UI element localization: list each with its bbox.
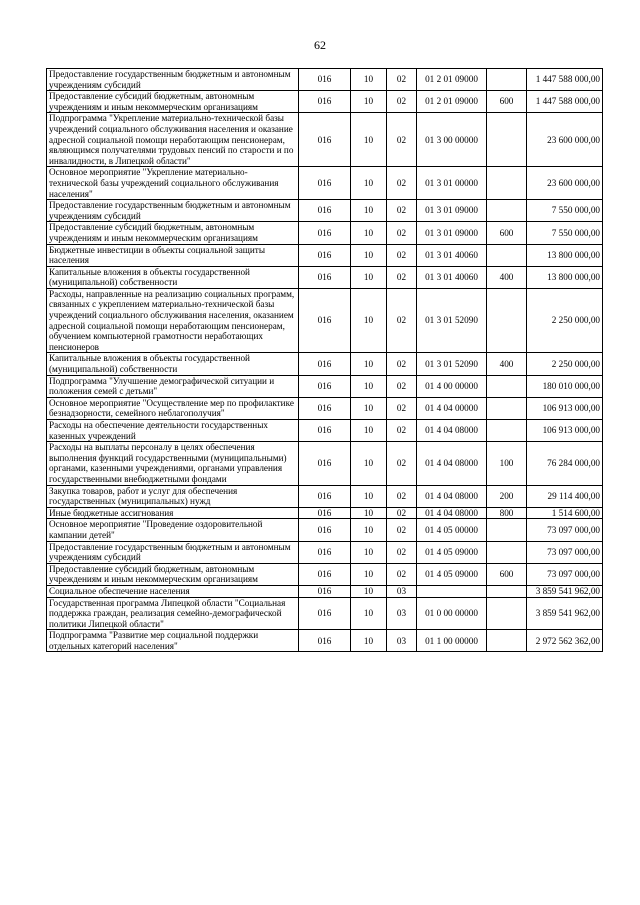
- section-code-cell: 10: [351, 563, 387, 585]
- expense-name-cell: Социальное обеспечение населения: [47, 585, 299, 597]
- subsection-code-cell: 02: [387, 397, 417, 419]
- section-code-cell: 10: [351, 91, 387, 113]
- section-code-cell: 10: [351, 519, 387, 541]
- target-article-cell: 01 3 01 40060: [417, 266, 487, 288]
- expense-type-cell: 600: [487, 563, 527, 585]
- subsection-code-cell: 02: [387, 375, 417, 397]
- expense-name-cell: Предоставление государственным бюджетным и автономным учреждениям субсидий: [47, 69, 299, 91]
- expense-type-cell: [487, 519, 527, 541]
- admin-code-cell: 016: [299, 507, 351, 519]
- table-row: [47, 375, 603, 397]
- amount-cell: 7 550 000,00: [527, 222, 603, 244]
- expense-type-cell: 600: [487, 222, 527, 244]
- amount-cell: 1 447 588 000,00: [527, 91, 603, 113]
- expense-type-cell: [487, 541, 527, 563]
- expense-type-cell: [487, 113, 527, 167]
- section-code-cell: 10: [351, 200, 387, 222]
- table-row: [47, 397, 603, 419]
- expense-name-cell: Капитальные вложения в объекты государственной (муниципальной) собственности: [47, 353, 299, 375]
- amount-cell: 2 250 000,00: [527, 353, 603, 375]
- admin-code-cell: 016: [299, 353, 351, 375]
- section-code-cell: 10: [351, 397, 387, 419]
- expense-name-cell: Капитальные вложения в объекты государственной (муниципальной) собственности: [47, 266, 299, 288]
- table-row: [47, 485, 603, 507]
- amount-cell: 73 097 000,00: [527, 519, 603, 541]
- subsection-code-cell: 02: [387, 91, 417, 113]
- expense-name-cell: Предоставление субсидий бюджетным, автономным учреждениям и иным некоммерческим организациям: [47, 563, 299, 585]
- table-row: [47, 630, 603, 652]
- expense-type-cell: [487, 585, 527, 597]
- expense-name-cell: Предоставление субсидий бюджетным, автономным учреждениям и иным некоммерческим организациям: [47, 222, 299, 244]
- target-article-cell: 01 4 04 08000: [417, 420, 487, 442]
- admin-code-cell: 016: [299, 375, 351, 397]
- expense-name-cell: Предоставление субсидий бюджетным, автономным учреждениям и иным некоммерческим организациям: [47, 91, 299, 113]
- subsection-code-cell: 02: [387, 200, 417, 222]
- target-article-cell: 01 4 05 09000: [417, 563, 487, 585]
- admin-code-cell: 016: [299, 167, 351, 200]
- expense-name-cell: Закупка товаров, работ и услуг для обеспечения государственных (муниципальных) нужд: [47, 485, 299, 507]
- table-row: [47, 69, 603, 91]
- table-row: [47, 541, 603, 563]
- section-code-cell: 10: [351, 541, 387, 563]
- expense-type-cell: 400: [487, 353, 527, 375]
- expense-name-cell: Иные бюджетные ассигнования: [47, 507, 299, 519]
- target-article-cell: 01 4 05 00000: [417, 519, 487, 541]
- expense-name-cell: Подпрограмма "Улучшение демографической ситуации и положения семей с детьми": [47, 375, 299, 397]
- admin-code-cell: 016: [299, 519, 351, 541]
- target-article-cell: 01 4 04 08000: [417, 507, 487, 519]
- expense-type-cell: [487, 167, 527, 200]
- subsection-code-cell: 02: [387, 266, 417, 288]
- target-article-cell: 01 3 00 00000: [417, 113, 487, 167]
- amount-cell: 23 600 000,00: [527, 113, 603, 167]
- target-article-cell: [417, 585, 487, 597]
- subsection-code-cell: 02: [387, 69, 417, 91]
- target-article-cell: 01 3 01 40060: [417, 244, 487, 266]
- amount-cell: 29 114 400,00: [527, 485, 603, 507]
- amount-cell: 1 514 600,00: [527, 507, 603, 519]
- subsection-code-cell: 03: [387, 585, 417, 597]
- expense-name-cell: Основное мероприятие "Осуществление мер по профилактике безнадзорности, семейного неблагополучия": [47, 397, 299, 419]
- amount-cell: 13 800 000,00: [527, 266, 603, 288]
- target-article-cell: 01 2 01 09000: [417, 91, 487, 113]
- section-code-cell: 10: [351, 485, 387, 507]
- amount-cell: 23 600 000,00: [527, 167, 603, 200]
- admin-code-cell: 016: [299, 222, 351, 244]
- subsection-code-cell: 02: [387, 167, 417, 200]
- expense-type-cell: 200: [487, 485, 527, 507]
- expense-name-cell: Предоставление государственным бюджетным и автономным учреждениям субсидий: [47, 200, 299, 222]
- expense-type-cell: 100: [487, 442, 527, 485]
- amount-cell: 106 913 000,00: [527, 397, 603, 419]
- table-row: [47, 222, 603, 244]
- section-code-cell: 10: [351, 585, 387, 597]
- expense-name-cell: Расходы на выплаты персоналу в целях обеспечения выполнения функций государственными (муниципальными) органами, казенными учреждениями, органами управления государственными внебюджетными фондами: [47, 442, 299, 485]
- section-code-cell: 10: [351, 244, 387, 266]
- target-article-cell: 01 4 00 00000: [417, 375, 487, 397]
- expense-type-cell: [487, 288, 527, 353]
- target-article-cell: 01 4 04 08000: [417, 485, 487, 507]
- subsection-code-cell: 03: [387, 630, 417, 652]
- subsection-code-cell: 02: [387, 485, 417, 507]
- target-article-cell: 01 4 05 09000: [417, 541, 487, 563]
- expense-type-cell: [487, 597, 527, 630]
- admin-code-cell: 016: [299, 563, 351, 585]
- admin-code-cell: 016: [299, 442, 351, 485]
- section-code-cell: 10: [351, 353, 387, 375]
- target-article-cell: 01 1 00 00000: [417, 630, 487, 652]
- amount-cell: 1 447 588 000,00: [527, 69, 603, 91]
- subsection-code-cell: 02: [387, 222, 417, 244]
- table-row: [47, 519, 603, 541]
- page-number: 62: [314, 38, 326, 52]
- amount-cell: 106 913 000,00: [527, 420, 603, 442]
- section-code-cell: 10: [351, 113, 387, 167]
- expense-name-cell: Основное мероприятие "Укрепление материально-технической базы учреждений социального обслуживания населения": [47, 167, 299, 200]
- section-code-cell: 10: [351, 442, 387, 485]
- expense-name-cell: Бюджетные инвестиции в объекты социальной защиты населения: [47, 244, 299, 266]
- admin-code-cell: 016: [299, 420, 351, 442]
- expense-type-cell: [487, 420, 527, 442]
- admin-code-cell: 016: [299, 485, 351, 507]
- amount-cell: 3 859 541 962,00: [527, 597, 603, 630]
- section-code-cell: 10: [351, 266, 387, 288]
- amount-cell: 2 972 562 362,00: [527, 630, 603, 652]
- table-row: [47, 244, 603, 266]
- table-row: [47, 288, 603, 353]
- section-code-cell: 10: [351, 288, 387, 353]
- target-article-cell: 01 4 04 00000: [417, 397, 487, 419]
- table-row: [47, 200, 603, 222]
- amount-cell: 73 097 000,00: [527, 563, 603, 585]
- table-row: [47, 507, 603, 519]
- subsection-code-cell: 02: [387, 420, 417, 442]
- expense-name-cell: Предоставление государственным бюджетным и автономным учреждениям субсидий: [47, 541, 299, 563]
- admin-code-cell: 016: [299, 266, 351, 288]
- section-code-cell: 10: [351, 420, 387, 442]
- table-row: [47, 113, 603, 167]
- expense-type-cell: 600: [487, 91, 527, 113]
- target-article-cell: 01 0 00 00000: [417, 597, 487, 630]
- table-row: [47, 563, 603, 585]
- expense-type-cell: [487, 244, 527, 266]
- expense-name-cell: Государственная программа Липецкой области "Социальная поддержка граждан, реализация семейно-демографической политики Липецкой области": [47, 597, 299, 630]
- target-article-cell: 01 3 01 00000: [417, 167, 487, 200]
- subsection-code-cell: 02: [387, 288, 417, 353]
- expense-name-cell: Подпрограмма "Развитие мер социальной поддержки отдельных категорий населения": [47, 630, 299, 652]
- admin-code-cell: 016: [299, 200, 351, 222]
- amount-cell: 13 800 000,00: [527, 244, 603, 266]
- target-article-cell: 01 3 01 09000: [417, 200, 487, 222]
- amount-cell: 73 097 000,00: [527, 541, 603, 563]
- subsection-code-cell: 02: [387, 113, 417, 167]
- table-row: [47, 442, 603, 485]
- admin-code-cell: 016: [299, 541, 351, 563]
- amount-cell: 76 284 000,00: [527, 442, 603, 485]
- expense-name-cell: Расходы, направленные на реализацию социальных программ, связанных с укреплением материально-технической базы учреждений социального обслуживания населения, оказанием адресной социальной помощи неработающим пенсионерам, обучением компьютерной грамотности неработающих пенсионеров: [47, 288, 299, 353]
- admin-code-cell: 016: [299, 630, 351, 652]
- amount-cell: 180 010 000,00: [527, 375, 603, 397]
- expense-type-cell: 800: [487, 507, 527, 519]
- subsection-code-cell: 03: [387, 597, 417, 630]
- subsection-code-cell: 02: [387, 244, 417, 266]
- target-article-cell: 01 4 04 08000: [417, 442, 487, 485]
- budget-table: [46, 68, 603, 652]
- expense-type-cell: [487, 397, 527, 419]
- admin-code-cell: 016: [299, 397, 351, 419]
- section-code-cell: 10: [351, 69, 387, 91]
- target-article-cell: 01 3 01 52090: [417, 288, 487, 353]
- expense-type-cell: [487, 630, 527, 652]
- subsection-code-cell: 02: [387, 519, 417, 541]
- admin-code-cell: 016: [299, 69, 351, 91]
- admin-code-cell: 016: [299, 288, 351, 353]
- target-article-cell: 01 3 01 52090: [417, 353, 487, 375]
- section-code-cell: 10: [351, 375, 387, 397]
- table-row: [47, 597, 603, 630]
- admin-code-cell: 016: [299, 91, 351, 113]
- amount-cell: 3 859 541 962,00: [527, 585, 603, 597]
- expense-type-cell: [487, 200, 527, 222]
- subsection-code-cell: 02: [387, 563, 417, 585]
- subsection-code-cell: 02: [387, 353, 417, 375]
- expense-type-cell: [487, 69, 527, 91]
- table-row: [47, 353, 603, 375]
- section-code-cell: 10: [351, 507, 387, 519]
- section-code-cell: 10: [351, 630, 387, 652]
- admin-code-cell: 016: [299, 585, 351, 597]
- subsection-code-cell: 02: [387, 442, 417, 485]
- subsection-code-cell: 02: [387, 541, 417, 563]
- expense-type-cell: [487, 375, 527, 397]
- amount-cell: 2 250 000,00: [527, 288, 603, 353]
- table-row: [47, 266, 603, 288]
- expense-name-cell: Подпрограмма "Укрепление материально-технической базы учреждений социального обслуживания населения и оказание адресной социальной помощи неработающим пенсионерам, являющимся получателями трудовых пенсий по старости и по инвалидности, в Липецкой области": [47, 113, 299, 167]
- table-row: [47, 91, 603, 113]
- admin-code-cell: 016: [299, 113, 351, 167]
- admin-code-cell: 016: [299, 597, 351, 630]
- section-code-cell: 10: [351, 597, 387, 630]
- section-code-cell: 10: [351, 167, 387, 200]
- subsection-code-cell: 02: [387, 507, 417, 519]
- amount-cell: 7 550 000,00: [527, 200, 603, 222]
- expense-name-cell: Расходы на обеспечение деятельности государственных казенных учреждений: [47, 420, 299, 442]
- admin-code-cell: 016: [299, 244, 351, 266]
- expense-type-cell: 400: [487, 266, 527, 288]
- table-row: [47, 420, 603, 442]
- target-article-cell: 01 2 01 09000: [417, 69, 487, 91]
- expense-name-cell: Основное мероприятие "Проведение оздоровительной кампании детей": [47, 519, 299, 541]
- table-row: [47, 585, 603, 597]
- target-article-cell: 01 3 01 09000: [417, 222, 487, 244]
- section-code-cell: 10: [351, 222, 387, 244]
- table-row: [47, 167, 603, 200]
